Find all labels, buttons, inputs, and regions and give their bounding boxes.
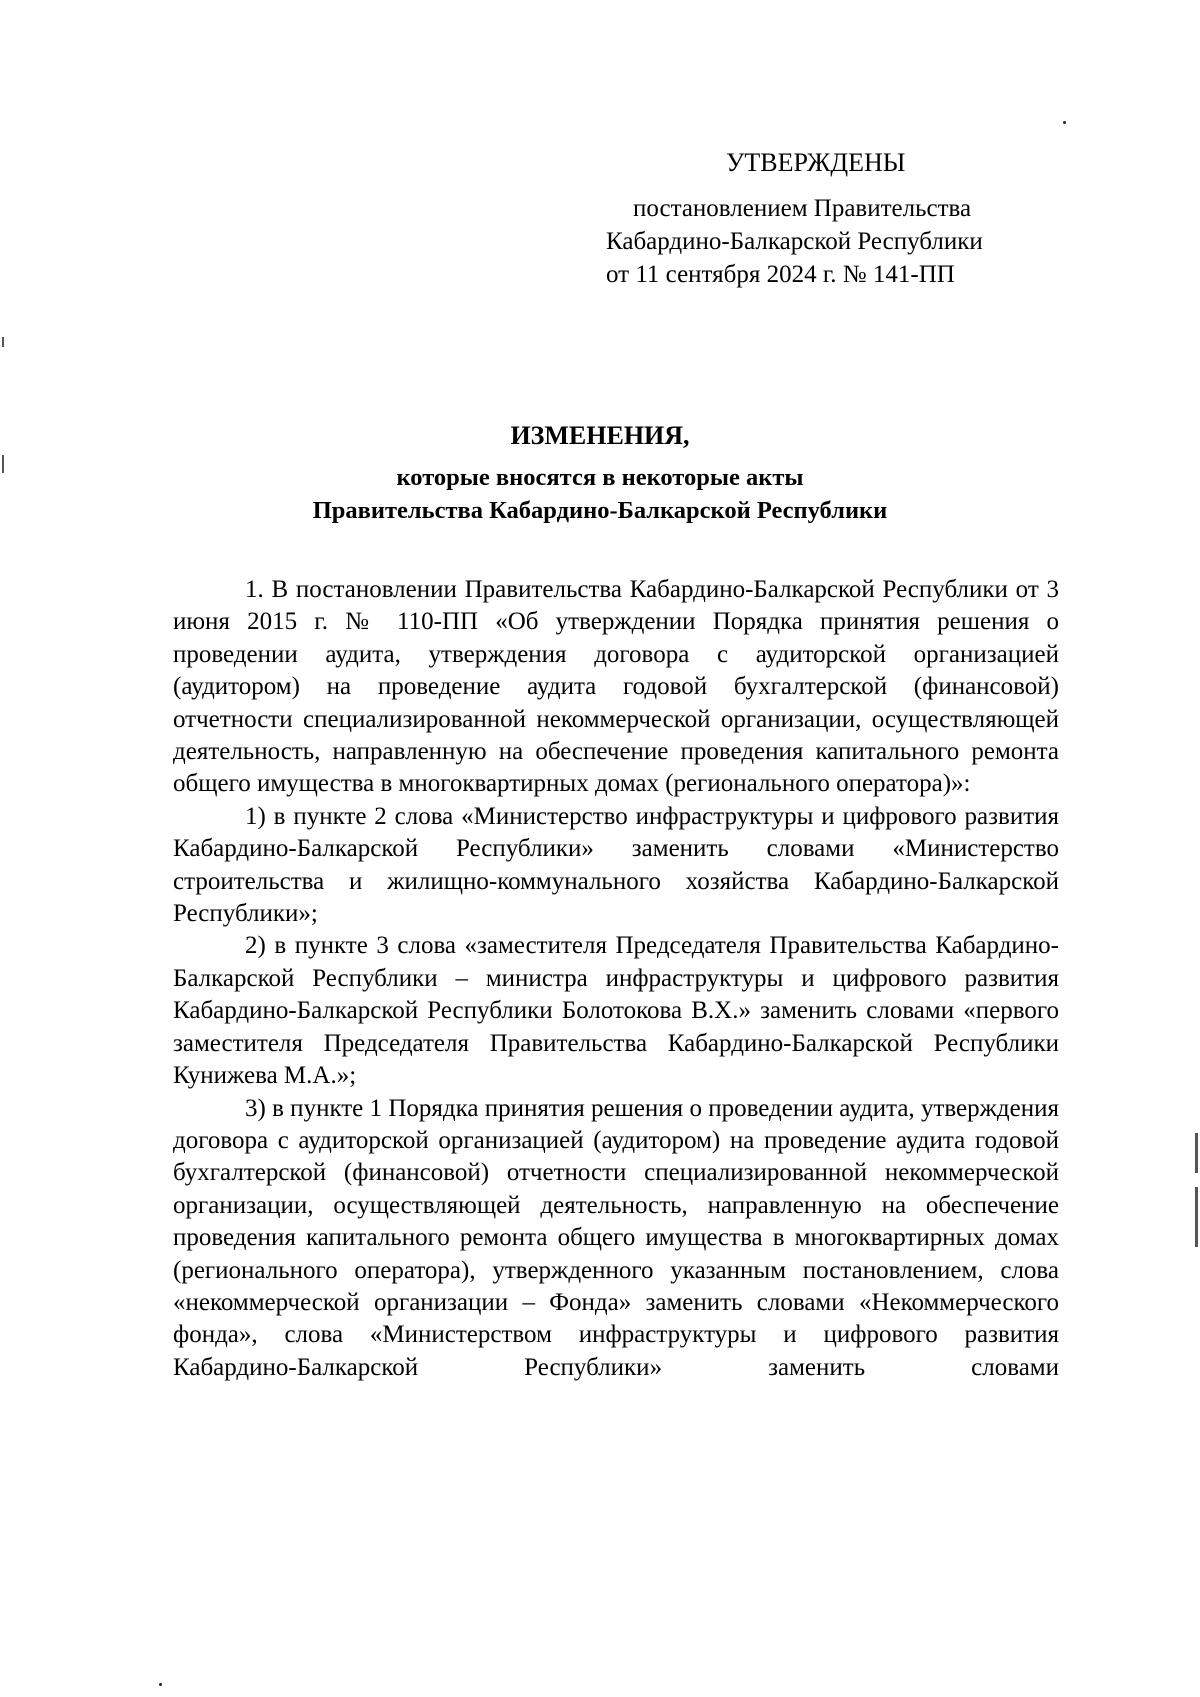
approval-line-3: от 11 сентября 2024 г. № 141-ПП [606, 261, 955, 288]
paragraph-1-2: 2) в пункте 3 слова «заместителя Председателя Правительства Кабардино-Балкарской Республики – министра инфраструктуры и цифрового развития Кабардино-Балкарской Республики Болотокова В.Х.» заменить словами «первого заместителя Председателя Правительства Кабардино-Балкарской Республики Кунижева М.А.»; [173, 932, 1059, 1090]
scan-edge-mark [2, 337, 4, 347]
scan-edge-mark [1195, 1133, 1198, 1173]
scan-speck [1063, 121, 1066, 124]
paragraph-1: 1. В постановлении Правительства Кабардино-Балкарской Республики от 3 июня 2015 г. № 110-ПП «Об утверждении Порядка принятия решения о проведении аудита, утверждения договора с аудиторской организацией (аудитором) на проведение аудита годовой бухгалтерской (финансовой) отчетности специализированной некоммерческой организации, осуществляющей деятельность, направленную на обеспечение проведения капитального ремонта общего имущества в многоквартирных домах (регионального оператора)»: [173, 576, 1059, 798]
scan-edge-mark [1195, 1187, 1198, 1247]
approval-line-1: постановлением Правительства [633, 195, 972, 222]
document-heading [160, 419, 1040, 527]
paragraph-1-1: 1) в пункте 2 слова «Министерство инфраструктуры и цифрового развития Кабардино-Балкарской Республики» заменить словами «Министерство строительства и жилищно-коммунального хозяйства Кабардино-Балкарской Республики»; [173, 802, 1059, 928]
scan-speck [159, 1683, 162, 1686]
document-subtitle-1: которые вносятся в некоторые акты [396, 464, 804, 491]
paragraph-1-3: 3) в пункте 1 Порядка принятия решения о проведении аудита, утверждения договора с аудиторской организацией (аудитором) на проведение аудита годовой бухгалтерской (финансовой) отчетности специализированной некоммерческой организации, осуществляющей деятельность, направленную на обеспечение проведения капитального ремонта общего имущества в многоквартирных домах (регионального оператора), утвержденного указанным постановлением, слова «некоммерческой организации – Фонда» заменить словами «Некоммерческого фонда», слова «Министерством инфраструктуры и цифрового развития Кабардино-Балкарской Республики» заменить словами [173, 1094, 1059, 1381]
approval-stamp [606, 146, 1046, 291]
document-subtitle-2: Правительства Кабардино-Балкарской Республики [312, 497, 888, 524]
approval-line-2: Кабардино-Балкарской Республики [606, 228, 983, 255]
document-title: ИЗМЕНЕНИЯ, [510, 421, 690, 450]
document-body [173, 574, 1059, 1384]
approved-label: УТВЕРЖДЕНЫ [726, 148, 906, 177]
scan-edge-mark [2, 455, 4, 473]
